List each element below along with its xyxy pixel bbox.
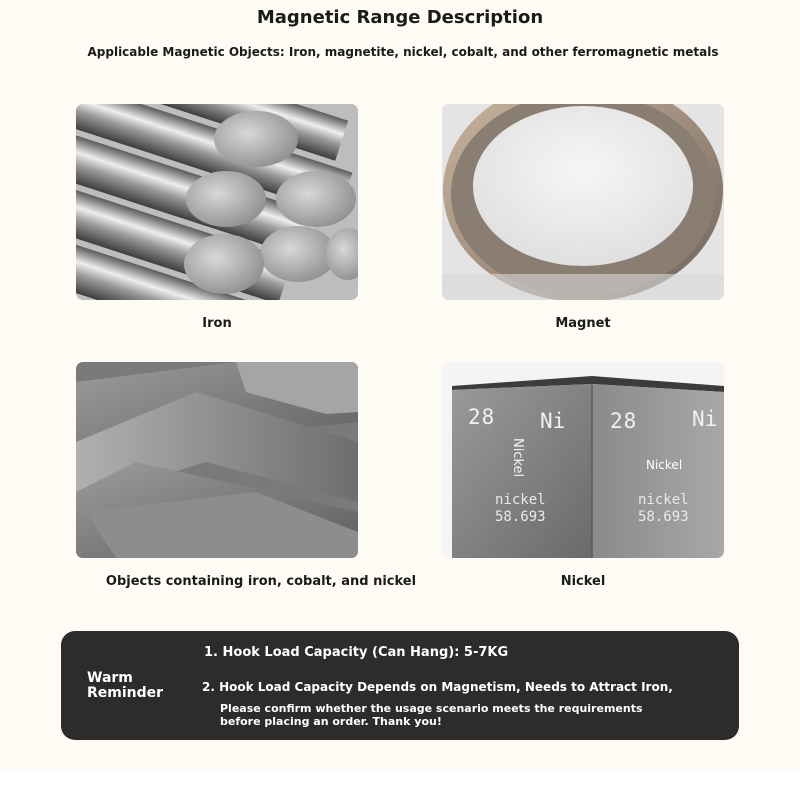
reminder-item-1: 1. Hook Load Capacity (Can Hang): 5-7KG	[204, 645, 509, 660]
page-title: Magnetic Range Description	[256, 7, 544, 28]
ring-magnet-photo	[442, 104, 724, 300]
caption-nickel: Nickel	[560, 574, 606, 589]
caption-magnet: Magnet	[555, 316, 611, 331]
vertical-nickel-label: Nickel	[510, 438, 525, 478]
caption-iron: Iron	[202, 316, 232, 331]
caption-objects: Objects containing iron, cobalt, and nickel	[105, 574, 417, 589]
atomic-mass-left: 58.693	[495, 509, 546, 525]
page-subtitle: Applicable Magnetic Objects: Iron, magnetite, nickel, cobalt, and other ferromagnetic metals	[87, 45, 719, 59]
atomic-number-right: 28	[610, 409, 638, 433]
nickel-cube-photo	[442, 362, 724, 558]
bottom-strip	[0, 770, 800, 800]
metal-slabs-photo	[76, 362, 358, 558]
nickel-label: Nickel	[646, 458, 683, 472]
element-name-left: nickel	[495, 492, 546, 508]
element-name-right: nickel	[638, 492, 689, 508]
element-symbol-right: Ni	[692, 407, 718, 431]
element-symbol-left: Ni	[540, 409, 566, 433]
atomic-mass-right: 58.693	[638, 509, 689, 525]
warm-reminder-box	[61, 631, 739, 740]
reminder-item-2: 2. Hook Load Capacity Depends on Magnetism, Needs to Attract Iron,	[202, 680, 673, 694]
atomic-number-left: 28	[468, 405, 496, 429]
steel-rods-photo	[76, 104, 358, 300]
warm-reminder-heading: Warm Reminder	[87, 670, 164, 701]
reminder-item-2-details: Please confirm whether the usage scenario meets the requirements before placing an order. Thank you!	[220, 702, 643, 728]
